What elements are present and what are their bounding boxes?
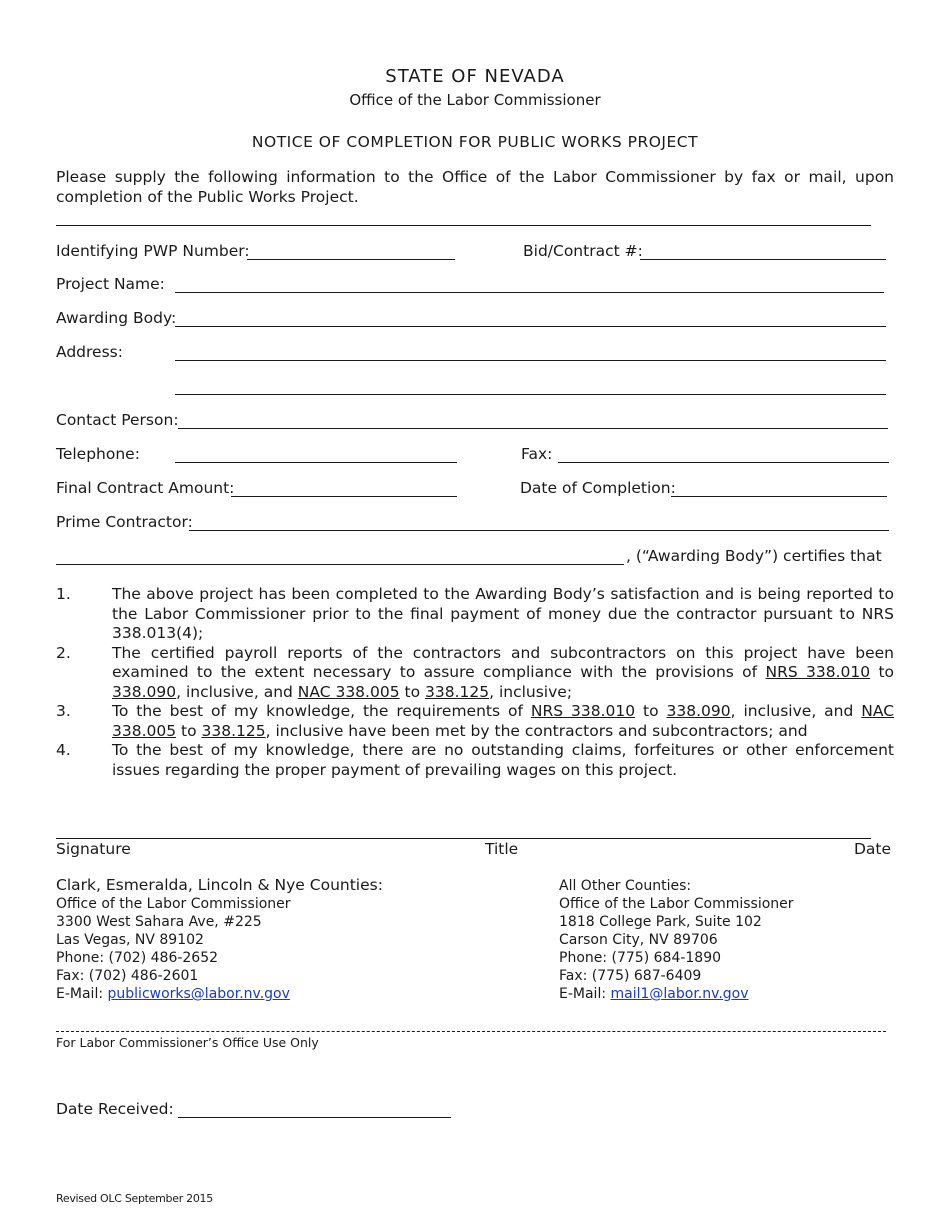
telephone-label: Telephone: — [56, 445, 140, 463]
list-item-number: 3. — [56, 702, 71, 720]
awarding-body-certify-field[interactable] — [56, 564, 624, 565]
list-item-text: to — [635, 702, 667, 720]
office-fax: Fax: (775) 687-6409 — [559, 968, 702, 984]
final-contract-amount-field[interactable] — [231, 496, 457, 497]
form-state-title: STATE OF NEVADA — [385, 66, 565, 87]
prime-contractor-field[interactable] — [189, 530, 889, 531]
prime-contractor-label: Prime Contractor: — [56, 513, 193, 531]
email-label: E-Mail: — [559, 986, 611, 1002]
list-item-text: , inclusive, and — [176, 682, 298, 701]
certification-list — [56, 585, 894, 780]
office-city: Carson City, NV 89706 — [559, 932, 718, 948]
list-item — [56, 741, 894, 780]
intro-divider — [56, 225, 871, 226]
signature-field[interactable] — [56, 838, 871, 839]
final-contract-amount-label: Final Contract Amount: — [56, 479, 235, 497]
office-use-divider — [56, 1031, 886, 1032]
office-address-right — [559, 877, 794, 1003]
list-item — [56, 702, 894, 741]
nrs-reference: NRS 338.010 — [765, 663, 871, 681]
bid-contract-label: Bid/Contract #: — [523, 242, 643, 260]
nac-reference: 338.125 — [201, 721, 266, 740]
email-label: E-Mail: — [56, 986, 108, 1002]
list-item-number: 1. — [56, 585, 71, 603]
address-line-2-field[interactable] — [175, 394, 886, 395]
list-item-text: to — [176, 721, 202, 740]
address-line-1-field[interactable] — [175, 360, 886, 361]
date-received-label: Date Received: — [56, 1100, 174, 1118]
form-notice-title: NOTICE OF COMPLETION FOR PUBLIC WORKS PROJECT — [251, 133, 699, 151]
office-phone: Phone: (775) 684-1890 — [559, 950, 722, 966]
nrs-reference: 338.090 — [112, 682, 177, 701]
date-of-completion-label: Date of Completion: — [520, 479, 676, 497]
list-item — [56, 585, 894, 644]
date-label: Date — [854, 840, 892, 858]
form-office-subtitle: Office of the Labor Commissioner — [349, 91, 601, 109]
office-region-heading: Clark, Esmeralda, Lincoln & Nye Counties: — [56, 876, 383, 894]
list-item-text: To the best of my knowledge, the requirements of — [112, 702, 531, 720]
project-name-label: Project Name: — [56, 275, 165, 293]
nrs-reference: 338.090 — [666, 702, 731, 720]
pwp-number-field[interactable] — [247, 259, 455, 260]
contact-person-label: Contact Person: — [56, 411, 179, 429]
title-label: Title — [485, 840, 519, 858]
contact-person-field[interactable] — [178, 428, 888, 429]
office-street: 3300 West Sahara Ave, #225 — [56, 914, 262, 930]
list-item-text: The certified payroll reports of the contractors and subcontractors on this project have been examined to the extent necessary to assure compliance with the provisions of — [112, 643, 894, 681]
telephone-field[interactable] — [175, 462, 457, 463]
office-email-row — [56, 985, 383, 1003]
nrs-reference: NRS 338.010 — [530, 702, 636, 720]
office-name: Office of the Labor Commissioner — [56, 896, 291, 912]
date-of-completion-field[interactable] — [671, 496, 887, 497]
office-region-heading: All Other Counties: — [559, 878, 692, 894]
email-link[interactable]: mail1@labor.nv.gov — [610, 986, 749, 1002]
signature-label: Signature — [56, 840, 131, 858]
office-street: 1818 College Park, Suite 102 — [559, 914, 762, 930]
list-item-text: To the best of my knowledge, there are no outstanding claims, forfeitures or other enforcement issues regarding the proper payment of prevailing wages on this project. — [112, 741, 894, 779]
office-phone: Phone: (702) 486-2652 — [56, 950, 219, 966]
project-name-field[interactable] — [175, 292, 884, 293]
nac-reference: 338.125 — [424, 682, 490, 701]
office-email-row — [559, 985, 794, 1003]
list-item-number: 2. — [56, 643, 71, 662]
fax-field[interactable] — [558, 462, 889, 463]
list-item-text: to — [870, 663, 894, 681]
list-item-text: , inclusive, and — [730, 702, 862, 720]
awarding-body-label: Awarding Body: — [56, 309, 177, 327]
certifies-text: , (“Awarding Body”) certifies that — [626, 547, 882, 565]
intro-paragraph: Please supply the following information to the Office of the Labor Commissioner by fax or mail, upon completion of the Public Works Project. — [56, 168, 894, 206]
office-use-label: For Labor Commissioner’s Office Use Only — [56, 1035, 319, 1050]
list-item-number: 4. — [56, 741, 71, 759]
awarding-body-field[interactable] — [175, 326, 886, 327]
list-item-text: , inclusive have been met by the contractors and subcontractors; and — [265, 721, 808, 740]
bid-contract-field[interactable] — [640, 259, 886, 260]
email-link[interactable]: publicworks@labor.nv.gov — [107, 986, 290, 1002]
revision-note: Revised OLC September 2015 — [56, 1192, 213, 1205]
nac-reference: NAC 338.005 — [112, 702, 895, 740]
list-item-text: , inclusive; — [489, 682, 573, 701]
office-address-left — [56, 875, 383, 1003]
nac-reference: NAC 338.005 — [297, 682, 400, 701]
fax-label: Fax: — [521, 445, 553, 463]
pwp-number-label: Identifying PWP Number: — [56, 242, 250, 260]
office-fax: Fax: (702) 486-2601 — [56, 968, 199, 984]
office-name: Office of the Labor Commissioner — [559, 896, 794, 912]
list-item-text: to — [399, 682, 425, 701]
list-item-text: The above project has been completed to the Awarding Body’s satisfaction and is being reported to the Labor Commissioner prior to the final payment of money due the contractor pursuant to NRS 338.013(4); — [112, 585, 894, 642]
date-received-field[interactable] — [178, 1117, 451, 1118]
list-item — [56, 644, 894, 703]
address-label: Address: — [56, 343, 123, 361]
office-city: Las Vegas, NV 89102 — [56, 932, 204, 948]
